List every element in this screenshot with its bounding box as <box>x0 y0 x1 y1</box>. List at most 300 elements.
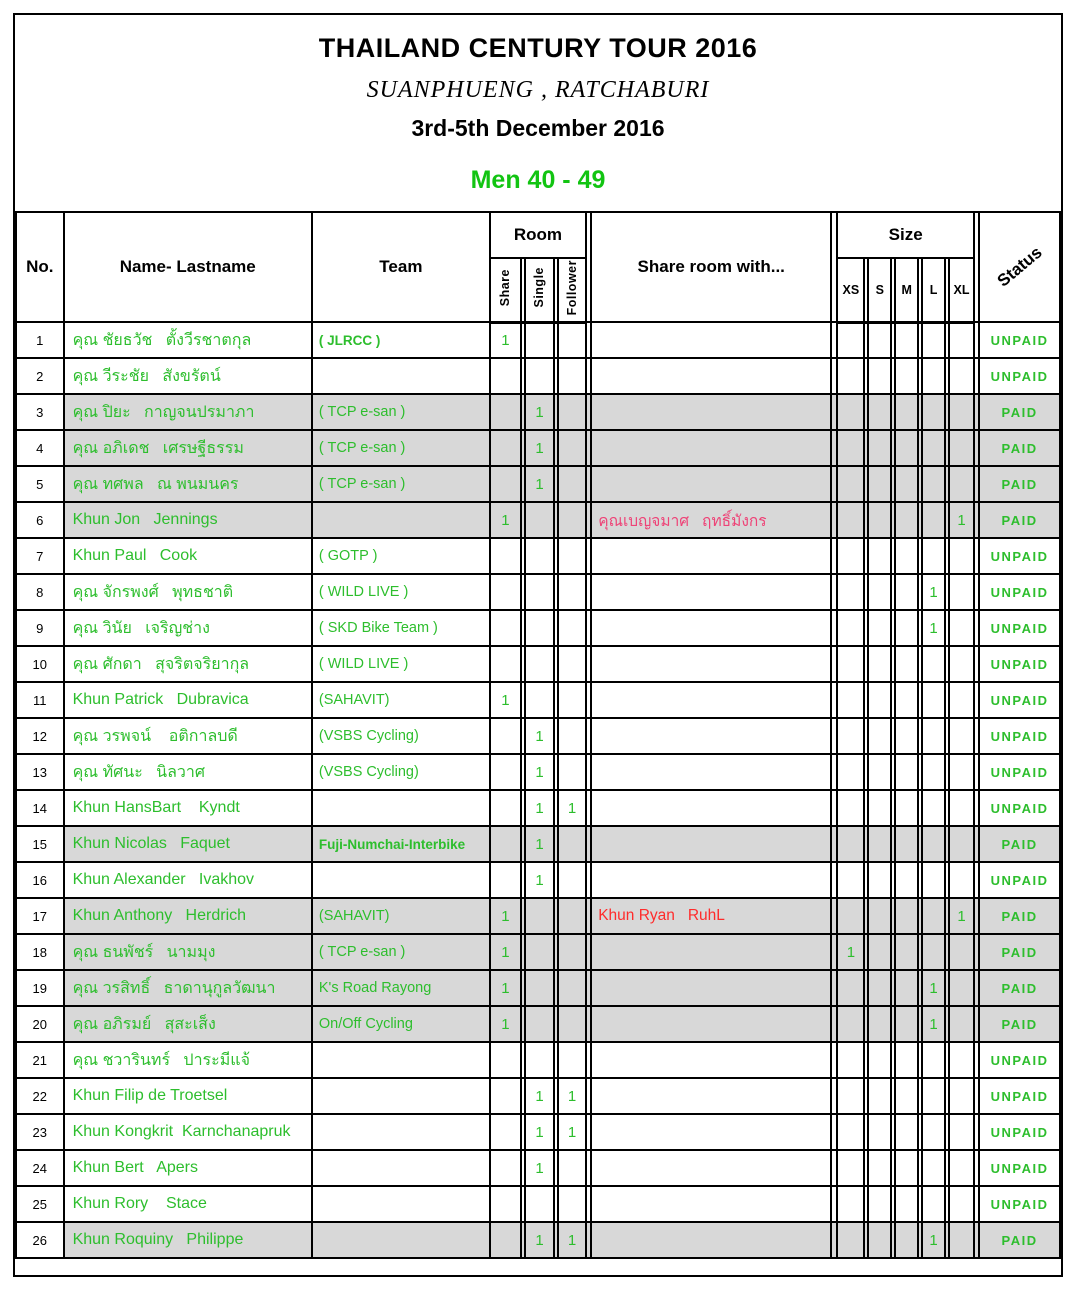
row-follower <box>558 574 586 610</box>
row-share <box>490 1222 521 1258</box>
row-l <box>922 1042 945 1078</box>
row-l: 1 <box>922 1222 945 1258</box>
row-name: คุณ ธนพัชร์ นามมุง <box>64 934 312 970</box>
row-share <box>490 1042 521 1078</box>
row-m <box>895 1222 918 1258</box>
row-status: PAID <box>979 1006 1060 1042</box>
row-s <box>868 646 891 682</box>
row-name: Khun Roquiny Philippe <box>64 1222 312 1258</box>
row-no: 5 <box>16 466 64 502</box>
row-xs <box>837 610 864 646</box>
row-follower <box>558 1186 586 1222</box>
col-header-l: L <box>922 258 945 322</box>
row-follower: 1 <box>558 1114 586 1150</box>
row-name: Khun Kongkrit Karnchanapruk <box>64 1114 312 1150</box>
row-xs <box>837 862 864 898</box>
row-name: Khun Alexander Ivakhov <box>64 862 312 898</box>
table-row <box>16 1078 1060 1114</box>
row-l <box>922 646 945 682</box>
row-single <box>525 970 554 1006</box>
row-team <box>312 502 490 538</box>
row-no: 9 <box>16 610 64 646</box>
row-share-with <box>591 1150 831 1186</box>
row-no: 26 <box>16 1222 64 1258</box>
row-xs <box>837 1222 864 1258</box>
row-team <box>312 790 490 826</box>
row-m <box>895 790 918 826</box>
row-no: 8 <box>16 574 64 610</box>
row-no: 4 <box>16 430 64 466</box>
row-status: UNPAID <box>979 358 1060 394</box>
row-share <box>490 538 521 574</box>
col-header-xl: XL <box>949 258 974 322</box>
col-header-share: Share <box>490 258 521 322</box>
row-share <box>490 790 521 826</box>
category-title: Men 40 - 49 <box>470 166 606 194</box>
row-follower <box>558 970 586 1006</box>
row-m <box>895 574 918 610</box>
row-xs <box>837 754 864 790</box>
row-no: 19 <box>16 970 64 1006</box>
row-follower: 1 <box>558 790 586 826</box>
table-row <box>16 358 1060 394</box>
row-s <box>868 1006 891 1042</box>
row-name: Khun Paul Cook <box>64 538 312 574</box>
row-status: UNPAID <box>979 790 1060 826</box>
row-s <box>868 934 891 970</box>
row-xl <box>949 826 974 862</box>
row-l: 1 <box>922 1006 945 1042</box>
row-xl <box>949 1222 974 1258</box>
row-xl <box>949 1078 974 1114</box>
table-row <box>16 898 1060 934</box>
row-no: 24 <box>16 1150 64 1186</box>
row-m <box>895 718 918 754</box>
row-xs <box>837 1006 864 1042</box>
row-team: K's Road Rayong <box>312 970 490 1006</box>
table-row <box>16 646 1060 682</box>
row-l <box>922 718 945 754</box>
table-header <box>16 212 1060 322</box>
row-no: 1 <box>16 322 64 358</box>
registration-table <box>15 211 1061 1259</box>
row-share-with <box>591 430 831 466</box>
row-team: (SAHAVIT) <box>312 898 490 934</box>
row-team <box>312 1186 490 1222</box>
row-follower <box>558 538 586 574</box>
row-team: ( TCP e-san ) <box>312 394 490 430</box>
table-row <box>16 394 1060 430</box>
row-xl <box>949 718 974 754</box>
row-share <box>490 1114 521 1150</box>
row-status: UNPAID <box>979 1186 1060 1222</box>
row-single: 1 <box>525 718 554 754</box>
row-name: คุณ วรสิทธิ์ ธาดานุกูลวัฒนา <box>64 970 312 1006</box>
row-s <box>868 1078 891 1114</box>
row-follower <box>558 610 586 646</box>
row-xl <box>949 754 974 790</box>
row-xl <box>949 1150 974 1186</box>
table-row <box>16 790 1060 826</box>
row-s <box>868 898 891 934</box>
row-share-with <box>591 1042 831 1078</box>
row-team: (VSBS Cycling) <box>312 718 490 754</box>
table-row <box>16 574 1060 610</box>
row-share-with <box>591 970 831 1006</box>
row-single <box>525 358 554 394</box>
row-l: 1 <box>922 574 945 610</box>
row-s <box>868 466 891 502</box>
row-xs <box>837 430 864 466</box>
table-row <box>16 934 1060 970</box>
row-team: ( TCP e-san ) <box>312 466 490 502</box>
row-status: PAID <box>979 1222 1060 1258</box>
row-single <box>525 610 554 646</box>
row-m <box>895 826 918 862</box>
row-l <box>922 430 945 466</box>
row-l: 1 <box>922 610 945 646</box>
row-team: (VSBS Cycling) <box>312 754 490 790</box>
row-status: PAID <box>979 934 1060 970</box>
row-status: PAID <box>979 502 1060 538</box>
row-s <box>868 1114 891 1150</box>
row-share: 1 <box>490 970 521 1006</box>
row-m <box>895 394 918 430</box>
row-share <box>490 1078 521 1114</box>
row-name: Khun HansBart Kyndt <box>64 790 312 826</box>
row-s <box>868 1186 891 1222</box>
table-row <box>16 862 1060 898</box>
row-m <box>895 466 918 502</box>
table-row <box>16 826 1060 862</box>
row-xs <box>837 826 864 862</box>
row-m <box>895 322 918 358</box>
col-header-single: Single <box>525 258 554 322</box>
table-row <box>16 322 1060 358</box>
row-s <box>868 502 891 538</box>
row-team: ( TCP e-san ) <box>312 934 490 970</box>
row-status: UNPAID <box>979 1114 1060 1150</box>
row-name: คุณ จักรพงศ์ พุทธชาติ <box>64 574 312 610</box>
row-share-with <box>591 322 831 358</box>
row-follower <box>558 682 586 718</box>
row-status: UNPAID <box>979 754 1060 790</box>
row-l <box>922 862 945 898</box>
row-team: ( WILD LIVE ) <box>312 646 490 682</box>
row-team <box>312 1150 490 1186</box>
row-team <box>312 358 490 394</box>
row-name: คุณ วินัย เจริญช่าง <box>64 610 312 646</box>
row-name: คุณ อภิรมย์ สุสะเส็ง <box>64 1006 312 1042</box>
row-follower <box>558 1150 586 1186</box>
row-follower <box>558 1006 586 1042</box>
row-xs <box>837 322 864 358</box>
row-follower <box>558 1042 586 1078</box>
row-l <box>922 322 945 358</box>
row-share <box>490 646 521 682</box>
row-m <box>895 1186 918 1222</box>
table-row <box>16 1150 1060 1186</box>
row-xs <box>837 1114 864 1150</box>
row-xl <box>949 934 974 970</box>
row-s <box>868 826 891 862</box>
row-l <box>922 682 945 718</box>
row-single <box>525 898 554 934</box>
row-m <box>895 754 918 790</box>
table-row <box>16 1042 1060 1078</box>
row-follower <box>558 754 586 790</box>
row-share-with <box>591 538 831 574</box>
row-no: 3 <box>16 394 64 430</box>
row-share: 1 <box>490 682 521 718</box>
row-no: 11 <box>16 682 64 718</box>
row-single <box>525 322 554 358</box>
row-m <box>895 898 918 934</box>
row-follower <box>558 502 586 538</box>
row-share-with <box>591 646 831 682</box>
row-no: 2 <box>16 358 64 394</box>
row-single: 1 <box>525 862 554 898</box>
row-team: Fuji-Numchai-Interbike <box>312 826 490 862</box>
row-s <box>868 1042 891 1078</box>
row-name: คุณ ทศพล ณ พนมนคร <box>64 466 312 502</box>
row-m <box>895 1042 918 1078</box>
row-xl: 1 <box>949 898 974 934</box>
row-l <box>922 1114 945 1150</box>
row-no: 25 <box>16 1186 64 1222</box>
row-status: UNPAID <box>979 862 1060 898</box>
row-xs <box>837 790 864 826</box>
row-single: 1 <box>525 1078 554 1114</box>
row-single <box>525 934 554 970</box>
row-share-with <box>591 1114 831 1150</box>
col-header-name: Name- Lastname <box>64 212 312 322</box>
row-name: คุณ ชวารินทร์ ปาระมีแจ้ <box>64 1042 312 1078</box>
row-l <box>922 466 945 502</box>
row-status: PAID <box>979 826 1060 862</box>
row-single <box>525 538 554 574</box>
table-body <box>16 322 1060 1258</box>
row-name: คุณ อภิเดช เศรษฐีธรรม <box>64 430 312 466</box>
row-s <box>868 790 891 826</box>
row-share <box>490 358 521 394</box>
row-s <box>868 754 891 790</box>
row-s <box>868 682 891 718</box>
row-name: คุณ ปิยะ กาญจนปรมาภา <box>64 394 312 430</box>
row-share-with: คุณเบญจมาศ ฤทธิ์มังกร <box>591 502 831 538</box>
row-s <box>868 358 891 394</box>
row-share-with: Khun Ryan RuhL <box>591 898 831 934</box>
row-single: 1 <box>525 1114 554 1150</box>
row-share-with <box>591 466 831 502</box>
row-xl <box>949 574 974 610</box>
row-status: UNPAID <box>979 646 1060 682</box>
row-no: 23 <box>16 1114 64 1150</box>
row-status: PAID <box>979 970 1060 1006</box>
row-l <box>922 502 945 538</box>
row-team: (SAHAVIT) <box>312 682 490 718</box>
col-header-xs: XS <box>837 258 864 322</box>
row-single <box>525 682 554 718</box>
row-l <box>922 1078 945 1114</box>
row-xs <box>837 538 864 574</box>
row-xl <box>949 1186 974 1222</box>
row-follower <box>558 718 586 754</box>
row-team: On/Off Cycling <box>312 1006 490 1042</box>
row-status: PAID <box>979 430 1060 466</box>
col-header-room-group: Room <box>490 212 586 258</box>
row-team: ( SKD Bike Team ) <box>312 610 490 646</box>
row-no: 20 <box>16 1006 64 1042</box>
row-share: 1 <box>490 1006 521 1042</box>
row-status: UNPAID <box>979 718 1060 754</box>
row-no: 16 <box>16 862 64 898</box>
row-xl <box>949 1114 974 1150</box>
row-name: Khun Anthony Herdrich <box>64 898 312 934</box>
row-m <box>895 1150 918 1186</box>
row-name: คุณ ศักดา สุจริตจริยากุล <box>64 646 312 682</box>
row-m <box>895 862 918 898</box>
row-share: 1 <box>490 322 521 358</box>
row-s <box>868 1150 891 1186</box>
row-share <box>490 754 521 790</box>
row-l <box>922 790 945 826</box>
col-header-m: M <box>895 258 918 322</box>
row-m <box>895 538 918 574</box>
row-s <box>868 574 891 610</box>
col-header-follower: Follower <box>558 258 586 322</box>
row-share-with <box>591 682 831 718</box>
col-header-share-with: Share room with... <box>591 212 831 322</box>
row-share <box>490 430 521 466</box>
row-no: 22 <box>16 1078 64 1114</box>
row-xl <box>949 682 974 718</box>
row-xs <box>837 718 864 754</box>
row-m <box>895 1006 918 1042</box>
row-xs <box>837 502 864 538</box>
row-status: UNPAID <box>979 1042 1060 1078</box>
row-name: Khun Nicolas Faquet <box>64 826 312 862</box>
row-single <box>525 574 554 610</box>
row-share <box>490 1150 521 1186</box>
row-s <box>868 718 891 754</box>
row-xl <box>949 430 974 466</box>
row-m <box>895 502 918 538</box>
row-l <box>922 394 945 430</box>
row-l <box>922 934 945 970</box>
row-team <box>312 1114 490 1150</box>
row-status: UNPAID <box>979 1078 1060 1114</box>
table-row <box>16 538 1060 574</box>
row-follower <box>558 826 586 862</box>
row-status: PAID <box>979 898 1060 934</box>
row-single: 1 <box>525 394 554 430</box>
row-s <box>868 862 891 898</box>
row-name: Khun Patrick Dubravica <box>64 682 312 718</box>
row-name: Khun Jon Jennings <box>64 502 312 538</box>
row-m <box>895 1114 918 1150</box>
row-share-with <box>591 1078 831 1114</box>
row-xl <box>949 790 974 826</box>
row-name: Khun Rory Stace <box>64 1186 312 1222</box>
row-no: 12 <box>16 718 64 754</box>
row-no: 7 <box>16 538 64 574</box>
row-xl <box>949 394 974 430</box>
row-single: 1 <box>525 826 554 862</box>
row-single: 1 <box>525 754 554 790</box>
row-xl <box>949 646 974 682</box>
row-name: คุณ ทัศนะ นิลวาศ <box>64 754 312 790</box>
row-share: 1 <box>490 898 521 934</box>
row-single: 1 <box>525 466 554 502</box>
row-single: 1 <box>525 790 554 826</box>
row-m <box>895 646 918 682</box>
row-follower <box>558 934 586 970</box>
row-share-with <box>591 862 831 898</box>
row-single <box>525 646 554 682</box>
row-xs <box>837 574 864 610</box>
row-xl <box>949 970 974 1006</box>
row-m <box>895 1078 918 1114</box>
row-status: PAID <box>979 394 1060 430</box>
row-xs <box>837 1150 864 1186</box>
row-xl <box>949 538 974 574</box>
row-m <box>895 358 918 394</box>
row-no: 6 <box>16 502 64 538</box>
row-name: Khun Bert Apers <box>64 1150 312 1186</box>
row-share-with <box>591 718 831 754</box>
row-xs <box>837 646 864 682</box>
row-single: 1 <box>525 430 554 466</box>
row-xl <box>949 1006 974 1042</box>
table-row <box>16 430 1060 466</box>
row-follower <box>558 466 586 502</box>
row-l <box>922 898 945 934</box>
col-header-team: Team <box>312 212 490 322</box>
row-status: UNPAID <box>979 610 1060 646</box>
row-xl <box>949 466 974 502</box>
row-status: UNPAID <box>979 1150 1060 1186</box>
row-xs <box>837 1042 864 1078</box>
row-share-with <box>591 358 831 394</box>
table-row <box>16 682 1060 718</box>
row-m <box>895 610 918 646</box>
row-team <box>312 1042 490 1078</box>
table-row <box>16 1186 1060 1222</box>
row-s <box>868 538 891 574</box>
row-share <box>490 394 521 430</box>
title-block <box>15 15 1061 211</box>
row-team: ( JLRCC ) <box>312 322 490 358</box>
row-no: 18 <box>16 934 64 970</box>
row-share <box>490 466 521 502</box>
row-s <box>868 394 891 430</box>
row-s <box>868 322 891 358</box>
row-team: ( GOTP ) <box>312 538 490 574</box>
row-name: Khun Filip de Troetsel <box>64 1078 312 1114</box>
row-team <box>312 1078 490 1114</box>
row-xl <box>949 358 974 394</box>
row-m <box>895 682 918 718</box>
row-follower <box>558 862 586 898</box>
row-single <box>525 1042 554 1078</box>
row-single <box>525 1006 554 1042</box>
row-status: UNPAID <box>979 682 1060 718</box>
row-xs <box>837 466 864 502</box>
row-s <box>868 1222 891 1258</box>
row-single <box>525 502 554 538</box>
row-share <box>490 826 521 862</box>
